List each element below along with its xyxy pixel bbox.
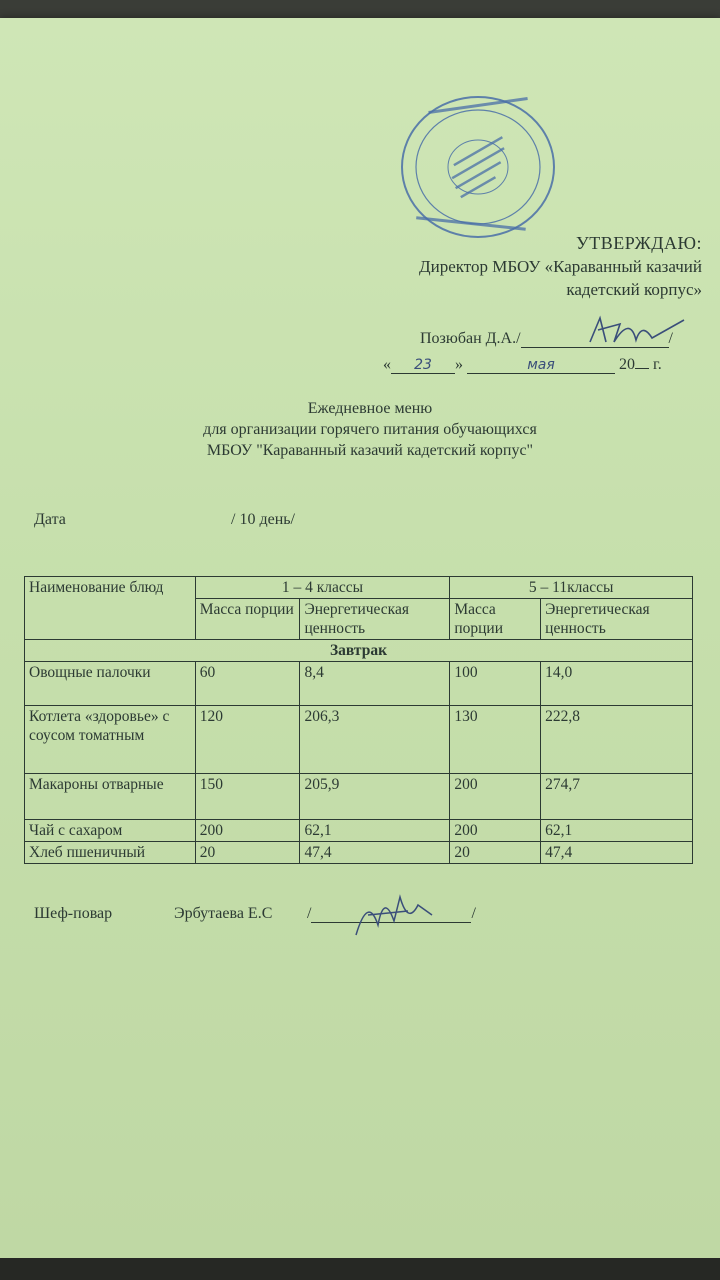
- mass-2-cell: 20: [450, 842, 541, 864]
- dish-cell: Овощные палочки: [25, 662, 196, 706]
- energy-2-cell: 62,1: [541, 820, 693, 842]
- approval-date-day: 23: [391, 357, 455, 374]
- menu-title-line2: для организации горячего питания обучающихся: [203, 421, 537, 438]
- energy-2-cell: 222,8: [541, 706, 693, 774]
- mass-1-cell: 60: [195, 662, 300, 706]
- section-breakfast: Завтрак: [25, 640, 693, 662]
- section-row: [25, 640, 693, 662]
- approval-title: УТВЕРЖДАЮ:: [575, 233, 702, 253]
- official-seal-stamp: [398, 92, 558, 242]
- chef-name: Эрбутаева Е.С: [174, 905, 273, 922]
- energy-2-cell: 274,7: [541, 774, 693, 820]
- energy-1-cell: 8,4: [300, 662, 450, 706]
- table-row: [25, 842, 693, 864]
- menu-title-line1: Ежедневное меню: [307, 400, 433, 417]
- mass-1-cell: 200: [195, 820, 300, 842]
- date-row: [34, 511, 295, 529]
- mass-1-cell: 20: [195, 842, 300, 864]
- mass-2-cell: 130: [450, 706, 541, 774]
- chef-signature-scribble: [348, 885, 438, 945]
- energy-1-cell: 62,1: [300, 820, 450, 842]
- energy-1-cell: 206,3: [300, 706, 450, 774]
- energy-1-cell: 205,9: [300, 774, 450, 820]
- director-name: Позюбан Д.А./: [420, 330, 521, 347]
- header-group-1-4: 1 – 4 классы: [195, 577, 450, 599]
- background-top: [0, 0, 720, 18]
- day-number: / 10 день/: [231, 511, 295, 528]
- date-quote-open: «: [383, 356, 391, 373]
- header-mass-1: Масса порции: [195, 599, 300, 640]
- director-signature-scribble: [580, 312, 690, 352]
- director-signature-end: /: [668, 330, 673, 347]
- mass-1-cell: 120: [195, 706, 300, 774]
- chef-label: Шеф-повар: [34, 905, 113, 922]
- approval-date-line: [383, 356, 662, 374]
- dish-cell: Чай с сахаром: [25, 820, 196, 842]
- date-quote-close: »: [455, 356, 463, 373]
- approval-position-line2: кадетский корпус»: [566, 280, 702, 299]
- approval-date-year-blank: [635, 368, 649, 369]
- menu-table: [24, 576, 693, 864]
- dish-cell: Макароны отварные: [25, 774, 196, 820]
- table-row: [25, 820, 693, 842]
- mass-1-cell: 150: [195, 774, 300, 820]
- header-energy-1: Энергетическая ценность: [300, 599, 450, 640]
- mass-2-cell: 200: [450, 774, 541, 820]
- date-label: Дата: [34, 511, 66, 528]
- approval-date-year-suffix: г.: [653, 356, 662, 373]
- table-header-row: [25, 577, 693, 599]
- energy-1-cell: 47,4: [300, 842, 450, 864]
- approval-date-month: мая: [467, 357, 615, 374]
- dish-cell: Хлеб пшеничный: [25, 842, 196, 864]
- menu-title: [90, 398, 650, 461]
- table-row: [25, 706, 693, 774]
- header-dish: Наименование блюд: [25, 577, 196, 640]
- header-energy-2: Энергетическая ценность: [541, 599, 693, 640]
- approval-date-year-prefix: 20: [619, 356, 635, 373]
- table-row: [25, 774, 693, 820]
- background-bottom: [0, 1258, 720, 1280]
- chef-signature-row: [34, 905, 476, 923]
- approval-block: [302, 232, 702, 301]
- energy-2-cell: 14,0: [541, 662, 693, 706]
- header-mass-2: Масса порции: [450, 599, 541, 640]
- menu-title-line3: МБОУ "Караванный казачий кадетский корпус": [206, 442, 534, 459]
- table-row: [25, 662, 693, 706]
- approval-position-line1: Директор МБОУ «Караванный казачий: [419, 257, 702, 276]
- mass-2-cell: 200: [450, 820, 541, 842]
- mass-2-cell: 100: [450, 662, 541, 706]
- header-group-5-11: 5 – 11классы: [450, 577, 693, 599]
- energy-2-cell: 47,4: [541, 842, 693, 864]
- chef-line-open: /: [307, 905, 312, 922]
- chef-line-close: /: [471, 905, 476, 922]
- dish-cell: Котлета «здоровье» с соусом томатным: [25, 706, 196, 774]
